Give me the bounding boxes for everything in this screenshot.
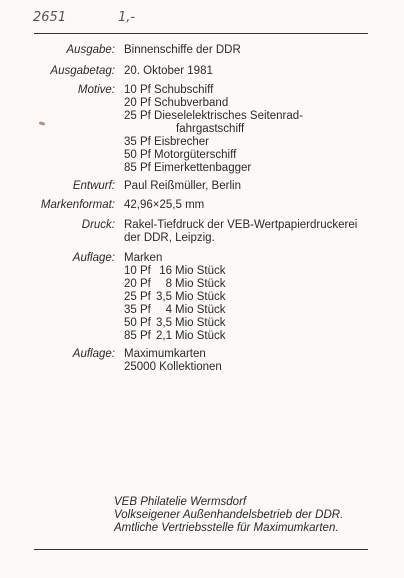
auflage-qty: 8 [165,278,172,290]
handwritten-price: 1,- [118,10,136,25]
footer-line: Volkseigener Außenhandelsbetrieb der DDR. [114,509,344,521]
label-auflage: Auflage: [72,252,115,264]
auflage-qty: 2,1 [156,330,172,342]
footer-line: Amtliche Vertriebsstelle für Maximumkarten. [114,522,339,534]
value-ausgabe: Binnenschiffe der DDR [124,44,241,56]
motive-line: 85 Pf Eimerkettenbagger [124,162,252,174]
druck-line: Rakel-Tiefdruck der VEB-Wertpapierdruckerei [124,219,358,231]
auflage-unit: Mio Stück [175,278,226,290]
value-ausgabetag: 20. Oktober 1981 [124,65,213,77]
bottom-rule [34,549,368,550]
auflage-karten-line: Maximumkarten [124,348,206,360]
auflage-unit: Mio Stück [175,330,226,342]
label-ausgabe: Ausgabe: [66,44,115,56]
value-entwurf: Paul Reißmüller, Berlin [124,180,241,192]
motive-line: 10 Pf Schubschiff [124,84,214,96]
motive-line: fahrgastschiff [176,123,245,135]
auflage-qty: 3,5 [156,291,172,303]
publisher-footer [114,496,343,535]
auflage-pf: 50 Pf [124,317,151,329]
auflage-unit: Mio Stück [175,291,226,303]
auflage-heading: Marken [124,252,163,264]
auflage-karten [124,348,222,374]
auflage-qty: 3,5 [156,317,172,329]
motive-list [124,84,303,175]
auflage-unit: Mio Stück [175,317,226,329]
druck-text [124,219,357,245]
label-auflage: Auflage: [72,348,115,360]
motive-line: 50 Pf Motorgüterschiff [124,149,237,161]
motive-line: 20 Pf Schubverband [124,97,229,109]
ink-mark [39,121,46,125]
auflage-qty: 4 [165,304,172,316]
top-rule [34,33,368,34]
auflage-pf: 35 Pf [124,304,151,316]
auflage-table [124,265,242,343]
auflage-pf: 25 Pf [124,291,151,303]
label-entwurf: Entwurf: [72,180,115,192]
label-markenformat: Markenformat: [40,199,115,211]
auflage-qty: 16 [159,265,172,277]
handwritten-number: 2651 [33,10,67,25]
auflage-pf: 20 Pf [124,278,151,290]
footer-line: VEB Philatelie Wermsdorf [114,496,247,508]
motive-line: 25 Pf Dieselelektrisches Seitenrad- [124,110,303,122]
auflage-marken [124,252,242,343]
label-druck: Druck: [81,219,115,231]
auflage-karten-line: 25000 Kollektionen [124,361,222,373]
value-markenformat: 42,96×25,5 mm [124,199,205,211]
auflage-pf: 10 Pf [124,265,151,277]
auflage-pf: 85 Pf [124,330,151,342]
motive-line: 35 Pf Eisbrecher [124,136,210,148]
label-ausgabetag: Ausgabetag: [50,65,115,77]
auflage-unit: Mio Stück [175,265,226,277]
auflage-unit: Mio Stück [175,304,226,316]
druck-line: der DDR, Leipzig. [124,232,215,244]
label-motive: Motive: [77,84,115,96]
